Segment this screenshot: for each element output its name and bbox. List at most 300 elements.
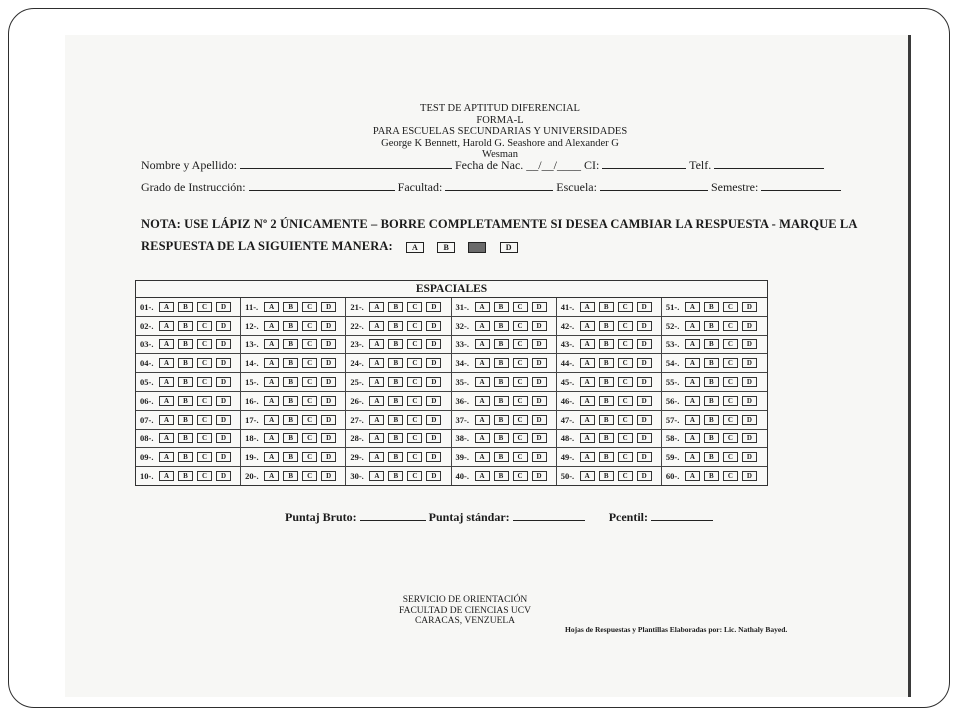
answer-bubble-d[interactable]: D (532, 358, 547, 368)
answer-bubble-b[interactable]: B (494, 302, 509, 312)
answer-bubble-b[interactable]: B (494, 471, 509, 481)
answer-bubble-d[interactable]: D (532, 321, 547, 331)
answer-bubble-c[interactable]: C (302, 321, 317, 331)
answer-bubble-b[interactable]: B (178, 433, 193, 443)
answer-bubble-c[interactable]: C (618, 433, 633, 443)
question-number: 14-. (245, 358, 259, 369)
answer-bubble-b[interactable]: B (599, 471, 614, 481)
answer-bubble-a[interactable]: A (264, 452, 279, 462)
answer-bubble-c[interactable]: C (302, 358, 317, 368)
question-number: 13-. (245, 339, 259, 350)
question-number: 44-. (560, 358, 575, 369)
answer-bubble-c[interactable]: C (302, 433, 317, 443)
answer-bubble-b[interactable]: B (704, 415, 719, 425)
answer-bubble-d[interactable]: D (321, 321, 336, 331)
answer-bubble-a[interactable]: A (264, 377, 279, 387)
question-number: 17-. (245, 414, 259, 425)
answer-bubble-c[interactable]: C (407, 471, 422, 481)
grid-row (136, 392, 767, 411)
answer-bubble-b[interactable]: B (494, 358, 509, 368)
answer-bubble-d[interactable]: D (426, 415, 441, 425)
answer-bubble-c[interactable]: C (513, 302, 528, 312)
answer-bubble-b[interactable]: B (283, 358, 298, 368)
answer-bubble-d[interactable]: D (532, 433, 547, 443)
answer-bubble-b[interactable]: B (388, 377, 403, 387)
answer-bubble-c[interactable]: C (513, 471, 528, 481)
answer-bubble-d[interactable]: D (742, 396, 757, 406)
answer-bubble-a[interactable]: A (475, 302, 490, 312)
answer-bubble-d[interactable]: D (216, 302, 231, 312)
answer-bubble-a[interactable]: A (369, 302, 384, 312)
answer-bubble-d[interactable]: D (321, 452, 336, 462)
answer-bubble-d[interactable]: D (637, 471, 652, 481)
answer-bubble-a[interactable]: A (685, 433, 700, 443)
question-32 (452, 317, 557, 335)
answer-bubble-a[interactable]: A (685, 471, 700, 481)
answer-bubble-d[interactable]: D (742, 377, 757, 387)
telf-line[interactable] (714, 157, 824, 169)
answer-bubble-a[interactable]: A (580, 302, 595, 312)
answer-bubble-a[interactable]: A (369, 321, 384, 331)
answer-bubble-a[interactable]: A (369, 471, 384, 481)
answer-bubble-b[interactable]: B (494, 339, 509, 349)
answer-bubble-b[interactable]: B (599, 358, 614, 368)
answer-bubble-c[interactable]: C (723, 415, 738, 425)
grid-row (136, 448, 767, 467)
answer-bubble-a[interactable]: A (580, 452, 595, 462)
pcentil-line[interactable] (651, 509, 713, 521)
answer-bubble-c[interactable]: C (618, 396, 633, 406)
answer-bubble-b[interactable]: B (494, 452, 509, 462)
answer-bubble-b[interactable]: B (704, 396, 719, 406)
answer-bubble-a[interactable]: A (580, 415, 595, 425)
answer-bubble-a[interactable]: A (475, 339, 490, 349)
answer-bubble-d[interactable]: D (321, 339, 336, 349)
answer-bubble-c[interactable]: C (197, 302, 212, 312)
answer-bubble-d[interactable]: D (637, 377, 652, 387)
answer-bubble-c[interactable]: C (197, 339, 212, 349)
answer-bubble-c[interactable]: C (197, 358, 212, 368)
question-number: 35-. (455, 377, 469, 388)
answer-bubble-d[interactable]: D (637, 339, 652, 349)
answer-bubble-d[interactable]: D (742, 339, 757, 349)
question-number: 19-. (245, 452, 259, 463)
answer-bubble-a[interactable]: A (580, 396, 595, 406)
answer-bubble-a[interactable]: A (369, 358, 384, 368)
question-number: 21-. (350, 301, 364, 312)
question-22 (346, 317, 451, 335)
answer-bubble-d[interactable]: D (216, 339, 231, 349)
scanned-answer-sheet (65, 35, 911, 697)
answer-bubble-d[interactable]: D (216, 433, 231, 443)
answer-bubble-b[interactable]: B (704, 433, 719, 443)
answer-bubble-c[interactable]: C (723, 452, 738, 462)
answer-bubble-d[interactable]: D (637, 321, 652, 331)
semestre-line[interactable] (761, 179, 841, 191)
sample-bubble-d: D (500, 242, 518, 253)
answer-bubble-b[interactable]: B (178, 396, 193, 406)
answer-bubble-c[interactable]: C (302, 339, 317, 349)
answer-bubble-c[interactable]: C (407, 302, 422, 312)
answer-bubble-b[interactable]: B (283, 452, 298, 462)
answer-bubble-a[interactable]: A (475, 415, 490, 425)
answer-bubble-b[interactable]: B (599, 415, 614, 425)
grid-row (136, 467, 767, 485)
answer-bubble-a[interactable]: A (475, 452, 490, 462)
answer-bubble-c[interactable]: C (407, 433, 422, 443)
answer-bubble-c[interactable]: C (302, 452, 317, 462)
answer-bubble-a[interactable]: A (369, 396, 384, 406)
answer-bubble-a[interactable]: A (685, 415, 700, 425)
answer-bubble-a[interactable]: A (685, 321, 700, 331)
answer-bubble-d[interactable]: D (532, 377, 547, 387)
answer-bubble-c[interactable]: C (723, 433, 738, 443)
answer-bubble-a[interactable]: A (475, 396, 490, 406)
answer-bubble-b[interactable]: B (283, 321, 298, 331)
answer-bubble-a[interactable]: A (264, 433, 279, 443)
answer-bubble-d[interactable]: D (426, 396, 441, 406)
answer-bubble-d[interactable]: D (216, 452, 231, 462)
answer-bubble-d[interactable]: D (742, 471, 757, 481)
question-number: 20-. (245, 471, 259, 482)
answer-bubble-b[interactable]: B (494, 433, 509, 443)
answer-bubble-b[interactable]: B (178, 321, 193, 331)
header-subtitle: PARA ESCUELAS SECUNDARIAS Y UNIVERSIDADES (372, 126, 628, 137)
answer-bubble-a[interactable]: A (264, 321, 279, 331)
answer-bubble-a[interactable]: A (580, 433, 595, 443)
answer-bubble-b[interactable]: B (178, 471, 193, 481)
answer-bubble-a[interactable]: A (685, 358, 700, 368)
question-57 (662, 411, 767, 429)
answer-bubble-b[interactable]: B (704, 321, 719, 331)
answer-bubble-c[interactable]: C (618, 471, 633, 481)
answer-bubble-d[interactable]: D (216, 321, 231, 331)
answer-bubble-a[interactable]: A (264, 339, 279, 349)
answer-bubble-b[interactable]: B (388, 415, 403, 425)
answer-bubble-b[interactable]: B (704, 377, 719, 387)
answer-bubble-a[interactable]: A (264, 471, 279, 481)
answer-bubble-b[interactable]: B (388, 433, 403, 443)
answer-bubble-d[interactable]: D (637, 302, 652, 312)
answer-bubble-d[interactable]: D (637, 433, 652, 443)
answer-bubble-a[interactable]: A (159, 321, 174, 331)
answer-bubble-d[interactable]: D (216, 415, 231, 425)
answer-bubble-b[interactable]: B (388, 358, 403, 368)
answer-bubble-c[interactable]: C (407, 377, 422, 387)
answer-bubble-d[interactable]: D (532, 415, 547, 425)
answer-bubble-a[interactable]: A (475, 377, 490, 387)
answer-bubble-a[interactable]: A (159, 433, 174, 443)
answer-bubble-d[interactable]: D (742, 358, 757, 368)
personal-data-row (141, 157, 824, 173)
answer-bubble-a[interactable]: A (159, 377, 174, 387)
answer-bubble-d[interactable]: D (321, 377, 336, 387)
answer-bubble-c[interactable]: C (723, 377, 738, 387)
answer-bubble-b[interactable]: B (388, 471, 403, 481)
answer-bubble-d[interactable]: D (321, 415, 336, 425)
answer-bubble-d[interactable]: D (532, 396, 547, 406)
answer-bubble-c[interactable]: C (513, 433, 528, 443)
answer-bubble-b[interactable]: B (599, 339, 614, 349)
answer-bubble-b[interactable]: B (388, 339, 403, 349)
question-30 (346, 467, 451, 485)
answer-bubble-a[interactable]: A (475, 321, 490, 331)
answer-grid (135, 280, 768, 486)
answer-bubble-c[interactable]: C (618, 339, 633, 349)
answer-bubble-c[interactable]: C (197, 452, 212, 462)
answer-bubble-b[interactable]: B (388, 452, 403, 462)
answer-bubble-d[interactable]: D (637, 452, 652, 462)
ci-line[interactable] (602, 157, 686, 169)
question-number: 02-. (140, 320, 154, 331)
answer-bubble-a[interactable]: A (685, 339, 700, 349)
answer-bubble-c[interactable]: C (302, 377, 317, 387)
answer-bubble-a[interactable]: A (580, 471, 595, 481)
answer-bubble-d[interactable]: D (426, 302, 441, 312)
question-number: 54-. (665, 358, 680, 369)
question-48 (557, 430, 662, 448)
answer-bubble-d[interactable]: D (426, 358, 441, 368)
answer-bubble-c[interactable]: C (407, 321, 422, 331)
answer-bubble-c[interactable]: C (197, 396, 212, 406)
answer-bubble-d[interactable]: D (637, 358, 652, 368)
answer-bubble-a[interactable]: A (264, 358, 279, 368)
answer-bubble-b[interactable]: B (178, 302, 193, 312)
answer-bubble-b[interactable]: B (494, 377, 509, 387)
answer-bubble-b[interactable]: B (178, 339, 193, 349)
answer-bubble-a[interactable]: A (159, 302, 174, 312)
answer-bubble-b[interactable]: B (704, 452, 719, 462)
answer-bubble-b[interactable]: B (283, 433, 298, 443)
answer-bubble-b[interactable]: B (704, 302, 719, 312)
answer-bubble-b[interactable]: B (599, 433, 614, 443)
question-44 (557, 354, 662, 372)
fecha-line[interactable]: __/__/____ (526, 158, 581, 172)
answer-bubble-c[interactable]: C (407, 339, 422, 349)
answer-bubble-c[interactable]: C (513, 452, 528, 462)
answer-bubble-d[interactable]: D (426, 471, 441, 481)
question-number: 49-. (560, 452, 575, 463)
answer-bubble-a[interactable]: A (369, 339, 384, 349)
question-19 (241, 448, 346, 466)
answer-bubble-c[interactable]: C (618, 358, 633, 368)
question-34 (452, 354, 557, 372)
answer-bubble-c[interactable]: C (302, 415, 317, 425)
estandar-line[interactable] (513, 509, 585, 521)
answer-bubble-c[interactable]: C (723, 302, 738, 312)
answer-bubble-c[interactable]: C (513, 321, 528, 331)
grado-line[interactable] (249, 179, 395, 191)
answer-bubble-d[interactable]: D (426, 339, 441, 349)
answer-bubble-d[interactable]: D (426, 433, 441, 443)
answer-bubble-b[interactable]: B (283, 339, 298, 349)
nota-line-2-text: RESPUESTA DE LA SIGUIENTE MANERA: (141, 239, 393, 253)
answer-bubble-c[interactable]: C (407, 415, 422, 425)
answer-bubble-c[interactable]: C (513, 415, 528, 425)
question-26 (346, 392, 451, 410)
answer-bubble-b[interactable]: B (388, 302, 403, 312)
answer-bubble-a[interactable]: A (580, 377, 595, 387)
answer-bubble-c[interactable]: C (723, 321, 738, 331)
answer-bubble-c[interactable]: C (407, 452, 422, 462)
answer-bubble-d[interactable]: D (321, 302, 336, 312)
answer-bubble-a[interactable]: A (159, 396, 174, 406)
answer-bubble-d[interactable]: D (216, 377, 231, 387)
answer-bubble-c[interactable]: C (618, 321, 633, 331)
question-number: 60-. (665, 471, 680, 482)
bruto-line[interactable] (360, 509, 426, 521)
answer-bubble-b[interactable]: B (388, 321, 403, 331)
grid-row (136, 373, 767, 392)
answer-bubble-c[interactable]: C (302, 396, 317, 406)
answer-bubble-d[interactable]: D (637, 415, 652, 425)
sample-bubble-b: B (437, 242, 455, 253)
answer-bubble-c[interactable]: C (302, 471, 317, 481)
answer-bubble-b[interactable]: B (599, 396, 614, 406)
answer-bubble-b[interactable]: B (494, 415, 509, 425)
answer-bubble-a[interactable]: A (159, 471, 174, 481)
nota-line-2 (141, 239, 518, 254)
answer-bubble-c[interactable]: C (723, 339, 738, 349)
answer-bubble-d[interactable]: D (426, 321, 441, 331)
answer-bubble-b[interactable]: B (704, 339, 719, 349)
answer-bubble-c[interactable]: C (723, 358, 738, 368)
answer-bubble-d[interactable]: D (321, 433, 336, 443)
answer-bubble-a[interactable]: A (369, 452, 384, 462)
question-35 (452, 373, 557, 391)
answer-bubble-c[interactable]: C (513, 339, 528, 349)
answer-bubble-d[interactable]: D (216, 471, 231, 481)
answer-bubble-d[interactable]: D (426, 377, 441, 387)
escuela-line[interactable] (600, 179, 708, 191)
answer-bubble-a[interactable]: A (369, 433, 384, 443)
answer-bubble-c[interactable]: C (302, 302, 317, 312)
answer-bubble-c[interactable]: C (407, 396, 422, 406)
footer-line-3: CARACAS, VENZUELA (414, 616, 516, 626)
answer-bubble-b[interactable]: B (494, 321, 509, 331)
answer-bubble-a[interactable]: A (685, 452, 700, 462)
answer-bubble-d[interactable]: D (532, 302, 547, 312)
answer-bubble-b[interactable]: B (283, 377, 298, 387)
answer-bubble-c[interactable]: C (618, 452, 633, 462)
question-number: 48-. (560, 433, 575, 444)
answer-bubble-b[interactable]: B (704, 358, 719, 368)
answer-bubble-d[interactable]: D (426, 452, 441, 462)
answer-bubble-d[interactable]: D (321, 358, 336, 368)
answer-bubble-d[interactable]: D (742, 415, 757, 425)
answer-bubble-a[interactable]: A (264, 396, 279, 406)
answer-bubble-c[interactable]: C (513, 377, 528, 387)
answer-bubble-a[interactable]: A (580, 358, 595, 368)
answer-bubble-a[interactable]: A (580, 339, 595, 349)
answer-bubble-c[interactable]: C (618, 377, 633, 387)
answer-bubble-a[interactable]: A (475, 358, 490, 368)
answer-bubble-c[interactable]: C (197, 377, 212, 387)
answer-bubble-a[interactable]: A (685, 377, 700, 387)
question-56 (662, 392, 767, 410)
answer-bubble-c[interactable]: C (723, 471, 738, 481)
answer-bubble-a[interactable]: A (580, 321, 595, 331)
estandar-label: Puntaj stándar: (428, 510, 510, 524)
answer-bubble-c[interactable]: C (407, 358, 422, 368)
answer-bubble-a[interactable]: A (369, 415, 384, 425)
answer-bubble-a[interactable]: A (264, 415, 279, 425)
answer-bubble-c[interactable]: C (513, 358, 528, 368)
answer-bubble-a[interactable]: A (475, 471, 490, 481)
answer-bubble-a[interactable]: A (475, 433, 490, 443)
answer-bubble-a[interactable]: A (159, 339, 174, 349)
answer-bubble-d[interactable]: D (742, 302, 757, 312)
question-38 (452, 430, 557, 448)
answer-bubble-a[interactable]: A (159, 452, 174, 462)
answer-bubble-b[interactable]: B (283, 471, 298, 481)
answer-bubble-a[interactable]: A (369, 377, 384, 387)
answer-bubble-b[interactable]: B (599, 302, 614, 312)
question-number: 08-. (140, 433, 154, 444)
question-11 (241, 298, 346, 316)
answer-bubble-b[interactable]: B (178, 358, 193, 368)
answer-bubble-d[interactable]: D (321, 396, 336, 406)
answer-bubble-d[interactable]: D (532, 339, 547, 349)
answer-bubble-d[interactable]: D (321, 471, 336, 481)
facultad-line[interactable] (445, 179, 553, 191)
answer-bubble-c[interactable]: C (723, 396, 738, 406)
question-number: 58-. (665, 433, 680, 444)
answer-bubble-c[interactable]: C (197, 321, 212, 331)
grid-row (136, 317, 767, 336)
question-27 (346, 411, 451, 429)
answer-bubble-b[interactable]: B (599, 452, 614, 462)
answer-bubble-a[interactable]: A (685, 302, 700, 312)
question-54 (662, 354, 767, 372)
answer-bubble-c[interactable]: C (197, 433, 212, 443)
answer-bubble-d[interactable]: D (216, 396, 231, 406)
answer-bubble-a[interactable]: A (159, 358, 174, 368)
answer-bubble-c[interactable]: C (197, 471, 212, 481)
question-number: 40-. (455, 471, 469, 482)
answer-bubble-a[interactable]: A (264, 302, 279, 312)
answer-bubble-c[interactable]: C (197, 415, 212, 425)
question-number: 28-. (350, 433, 364, 444)
answer-bubble-d[interactable]: D (637, 396, 652, 406)
answer-bubble-b[interactable]: B (704, 471, 719, 481)
answer-bubble-b[interactable]: B (388, 396, 403, 406)
question-number: 01-. (140, 301, 154, 312)
answer-bubble-a[interactable]: A (685, 396, 700, 406)
answer-bubble-b[interactable]: B (178, 452, 193, 462)
answer-bubble-a[interactable]: A (159, 415, 174, 425)
answer-bubble-d[interactable]: D (742, 433, 757, 443)
answer-bubble-b[interactable]: B (283, 302, 298, 312)
answer-bubble-b[interactable]: B (178, 415, 193, 425)
answer-bubble-b[interactable]: B (178, 377, 193, 387)
question-number: 53-. (665, 339, 680, 350)
answer-bubble-d[interactable]: D (216, 358, 231, 368)
answer-bubble-d[interactable]: D (742, 452, 757, 462)
answer-bubble-b[interactable]: B (283, 415, 298, 425)
answer-bubble-d[interactable]: D (532, 452, 547, 462)
answer-bubble-c[interactable]: C (618, 415, 633, 425)
answer-bubble-d[interactable]: D (742, 321, 757, 331)
answer-bubble-c[interactable]: C (618, 302, 633, 312)
answer-bubble-d[interactable]: D (532, 471, 547, 481)
answer-bubble-b[interactable]: B (494, 396, 509, 406)
answer-bubble-c[interactable]: C (513, 396, 528, 406)
nombre-line[interactable] (240, 157, 452, 169)
answer-bubble-b[interactable]: B (599, 321, 614, 331)
answer-bubble-b[interactable]: B (283, 396, 298, 406)
answer-bubble-b[interactable]: B (599, 377, 614, 387)
